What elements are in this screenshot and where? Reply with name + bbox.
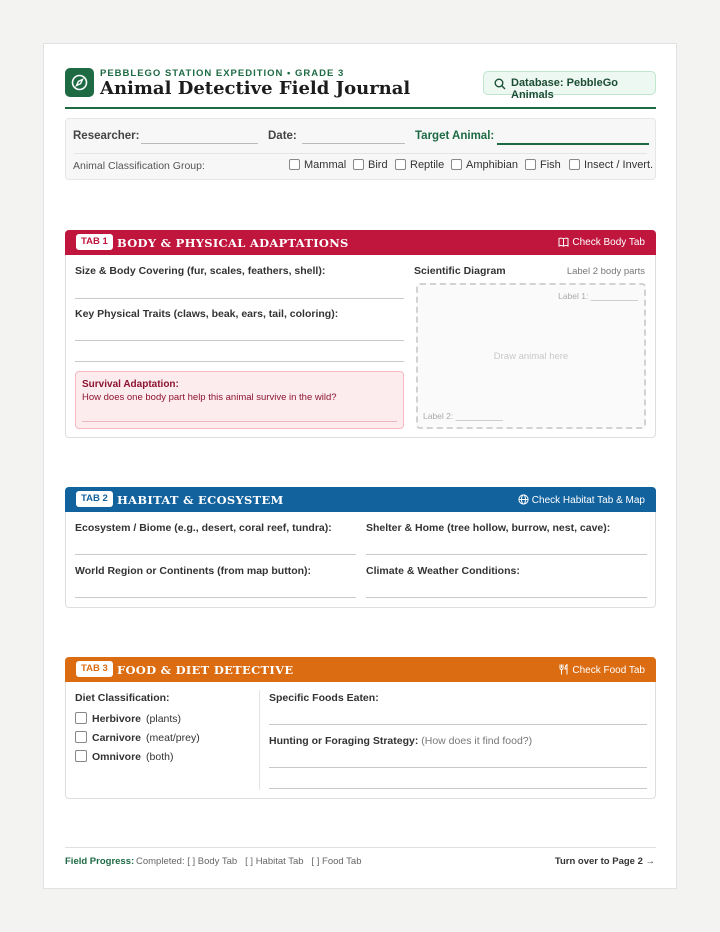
diet-note: (plants) (146, 713, 182, 725)
label-1: Label 1: __________ (558, 291, 638, 301)
section-title: HABITAT & ECOSYSTEM (117, 493, 284, 507)
adaptation-prompt: How does one body part help this animal survive in the wild? (82, 392, 337, 403)
utensils-icon (559, 664, 569, 675)
check-food-tab-button[interactable] (559, 664, 645, 676)
section-habitat (65, 487, 656, 608)
checkbox[interactable] (75, 712, 87, 724)
shelter-question: Shelter & Home (tree hollow, burrow, nest, cave): (366, 522, 611, 534)
field-progress-label: Field Progress: (65, 856, 135, 867)
tab-badge: TAB 1 (76, 234, 113, 250)
survival-adaptation-box (75, 371, 404, 429)
answer-line[interactable] (75, 597, 356, 598)
traits-question: Key Physical Traits (claws, beak, ears, tail, coloring): (75, 308, 339, 320)
diet-carnivore[interactable] (75, 731, 200, 744)
database-button-label: Database: PebbleGo Animals (511, 77, 618, 101)
diagram-title: Scientific Diagram (414, 265, 506, 277)
size-covering-question: Size & Body Covering (fur, scales, feathers, shell): (75, 265, 326, 277)
date-field[interactable] (302, 143, 405, 144)
answer-line[interactable] (366, 554, 647, 555)
section-title: BODY & PHYSICAL ADAPTATIONS (117, 236, 349, 250)
checkbox[interactable] (75, 731, 87, 743)
answer-line[interactable] (75, 361, 404, 362)
checkbox[interactable] (395, 159, 406, 170)
globe-icon (518, 494, 529, 505)
check-label: Check Food Tab (572, 665, 645, 676)
section-title: FOOD & DIET DETECTIVE (117, 663, 294, 677)
hunting-question (269, 735, 532, 747)
option-label: Fish (540, 159, 561, 171)
checkbox[interactable] (75, 750, 87, 762)
diet-name: Carnivore (92, 732, 142, 744)
search-icon (494, 78, 506, 90)
answer-line[interactable] (75, 298, 404, 299)
section-body-adaptations (65, 230, 656, 438)
diet-note: (meat/prey) (146, 732, 200, 744)
option-bird[interactable] (353, 159, 388, 171)
diet-name: Herbivore (92, 713, 142, 725)
checkbox[interactable] (353, 159, 364, 170)
page-header (65, 68, 656, 109)
compass-icon (65, 68, 94, 97)
target-animal-label: Target Animal: (415, 130, 495, 142)
label-2: Label 2: __________ (423, 411, 503, 421)
diet-name: Omnivore (92, 751, 142, 763)
region-question: World Region or Continents (from map button): (75, 565, 312, 577)
date-label: Date: (268, 130, 297, 142)
hunting-label: Hunting or Foraging Strategy: (269, 735, 419, 747)
answer-line[interactable] (75, 554, 356, 555)
option-label: Reptile (410, 159, 445, 171)
target-animal-field[interactable] (497, 143, 649, 145)
check-label: Check Habitat Tab & Map (531, 495, 645, 506)
option-label: Insect / Invert. (584, 159, 654, 171)
next-page-link[interactable] (555, 856, 655, 867)
footer-divider (65, 847, 656, 848)
option-label: Amphibian (466, 159, 518, 171)
ecosystem-question: Ecosystem / Biome (e.g., desert, coral reef, tundra): (75, 522, 332, 534)
adaptation-title: Survival Adaptation: (82, 379, 179, 390)
diet-herbivore[interactable] (75, 712, 181, 725)
option-insect[interactable] (569, 159, 653, 171)
option-mammal[interactable] (289, 159, 346, 171)
option-reptile[interactable] (395, 159, 444, 171)
tab-badge: TAB 3 (76, 661, 113, 677)
checkbox[interactable] (569, 159, 580, 170)
diet-omnivore[interactable] (75, 750, 173, 763)
database-button[interactable] (483, 71, 656, 101)
researcher-field[interactable] (141, 143, 258, 144)
answer-line[interactable] (269, 788, 647, 789)
book-icon (558, 237, 569, 247)
answer-line[interactable] (82, 421, 397, 422)
arrow-right-icon: → (645, 856, 655, 867)
option-amphibian[interactable] (451, 159, 518, 171)
diagram-hint: Label 2 body parts (566, 266, 645, 277)
divider (74, 153, 647, 154)
section-header (65, 230, 656, 255)
section-header (65, 657, 656, 682)
researcher-info-panel (65, 118, 656, 180)
column-divider (259, 690, 260, 790)
answer-line[interactable] (269, 767, 647, 768)
expedition-kicker: PEBBLEGO STATION EXPEDITION • GRADE 3 (100, 68, 345, 79)
drawing-area[interactable] (416, 283, 646, 429)
option-fish[interactable] (525, 159, 561, 171)
foods-question: Specific Foods Eaten: (269, 692, 379, 704)
answer-line[interactable] (269, 724, 647, 725)
option-label: Bird (368, 159, 388, 171)
next-page-label: Turn over to Page 2 (554, 856, 643, 867)
journal-page (43, 43, 677, 889)
diet-classification-label: Diet Classification: (75, 692, 170, 704)
completion-checklist: Completed: [ ] Body Tab [ ] Habitat Tab [ ] Food Tab (136, 856, 362, 867)
drawing-placeholder: Draw animal here (493, 351, 569, 362)
checkbox[interactable] (451, 159, 462, 170)
section-food-diet (65, 657, 656, 799)
answer-line[interactable] (366, 597, 647, 598)
climate-question: Climate & Weather Conditions: (366, 565, 520, 577)
checkbox[interactable] (525, 159, 536, 170)
check-body-tab-button[interactable] (558, 237, 645, 248)
check-habitat-tab-button[interactable] (518, 494, 645, 506)
option-label: Mammal (304, 159, 347, 171)
checkbox[interactable] (289, 159, 300, 170)
answer-line[interactable] (75, 340, 404, 341)
diet-note: (both) (146, 751, 174, 763)
researcher-label: Researcher: (73, 130, 140, 142)
page-title: Animal Detective Field Journal (100, 78, 411, 99)
classification-label: Animal Classification Group: (73, 160, 205, 172)
check-label: Check Body Tab (572, 237, 645, 248)
hunting-hint: (How does it find food?) (421, 735, 533, 747)
tab-badge: TAB 2 (76, 491, 113, 507)
section-header (65, 487, 656, 512)
